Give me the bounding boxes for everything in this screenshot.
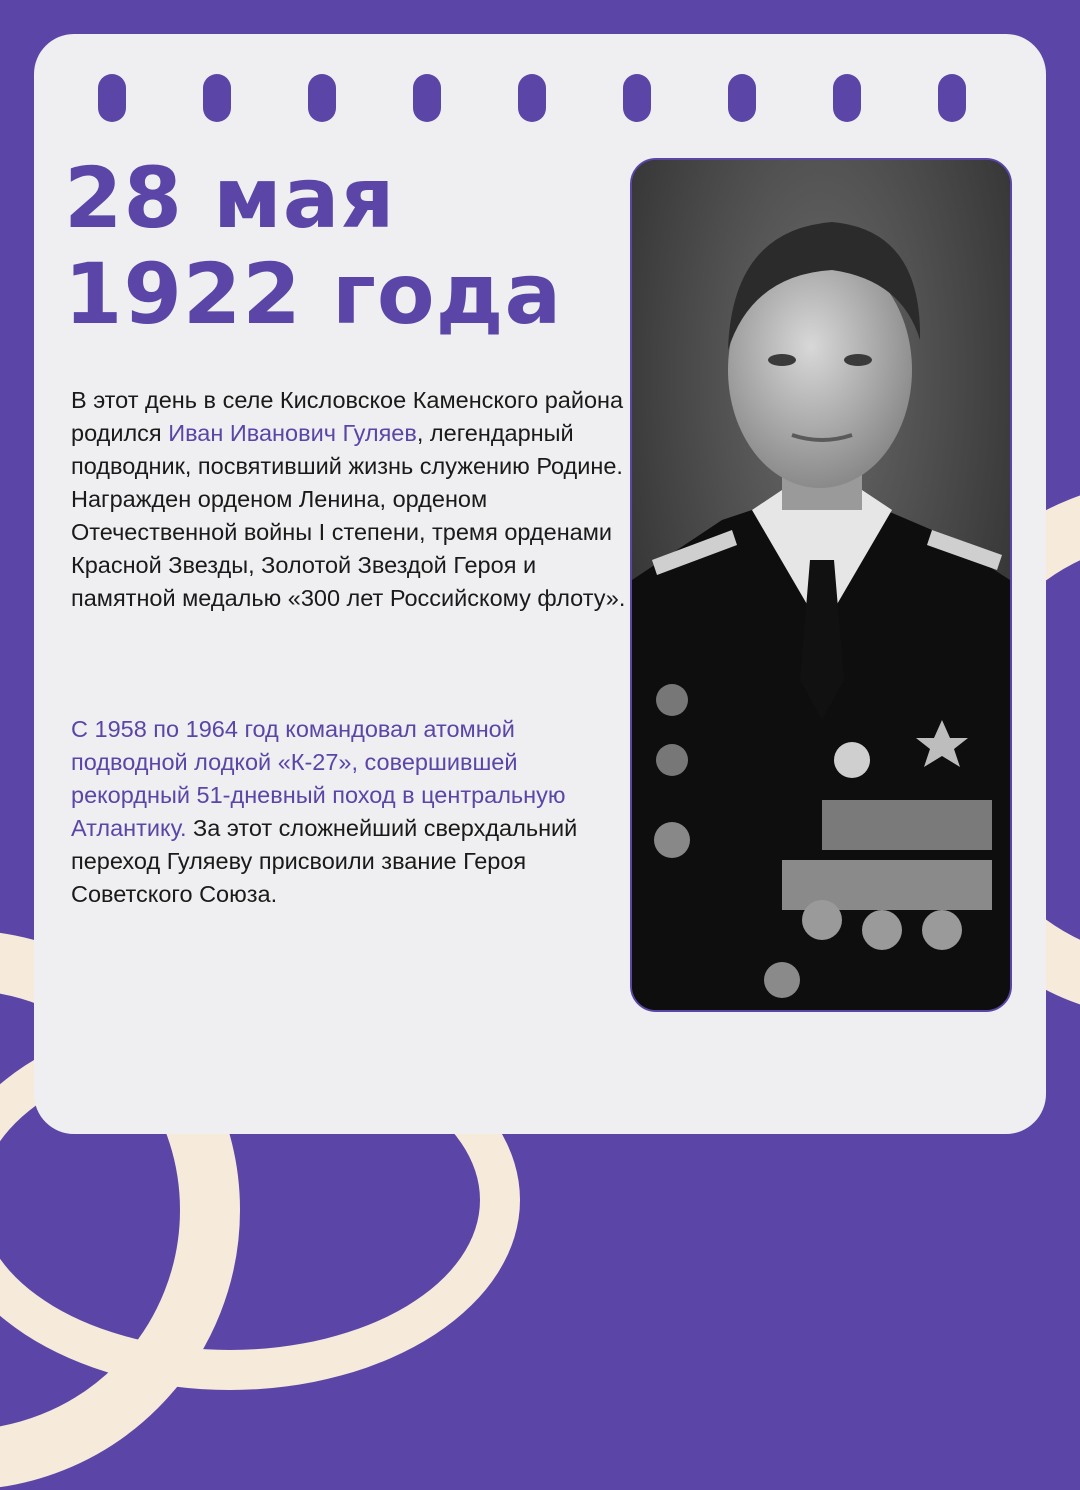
binder-hole (833, 74, 861, 122)
biography-text-end: , легендарный подводник, посвятивший жизнь служению Родине. Награжден орденом Ленина, орденом Отечественной войны I степени, тремя орденами Красной Звезды, Золотой Звездой Героя и памятной медалью «300 лет Российскому флоту». (71, 420, 626, 611)
date-line-1: 28 мая (64, 149, 396, 247)
portrait-photo (630, 158, 1012, 1012)
command-paragraph (71, 713, 591, 911)
binder-hole (98, 74, 126, 122)
portrait-illustration (632, 160, 1010, 1010)
binder-hole (938, 74, 966, 122)
binder-hole (623, 74, 651, 122)
date-heading (64, 150, 562, 342)
binder-hole (728, 74, 756, 122)
binder-hole (203, 74, 231, 122)
command-text-accent: С 1958 по 1964 год командовал атомной подводной лодкой «К-27», совершившей рекордный 51-дневный поход в центральную Атлантику. (71, 716, 566, 841)
biography-paragraph (71, 384, 631, 615)
binder-hole (308, 74, 336, 122)
hero-name: Иван Иванович Гуляев (168, 420, 417, 446)
command-text-rest: За этот сложнейший сверхдальний переход Гуляеву присвоили звание Героя Советского Союза. (71, 815, 578, 907)
biography-text-start: В этот день в селе Кисловское Каменского района родился (71, 387, 624, 446)
binder-hole (518, 74, 546, 122)
binder-hole (413, 74, 441, 122)
date-line-2: 1922 года (64, 245, 563, 343)
